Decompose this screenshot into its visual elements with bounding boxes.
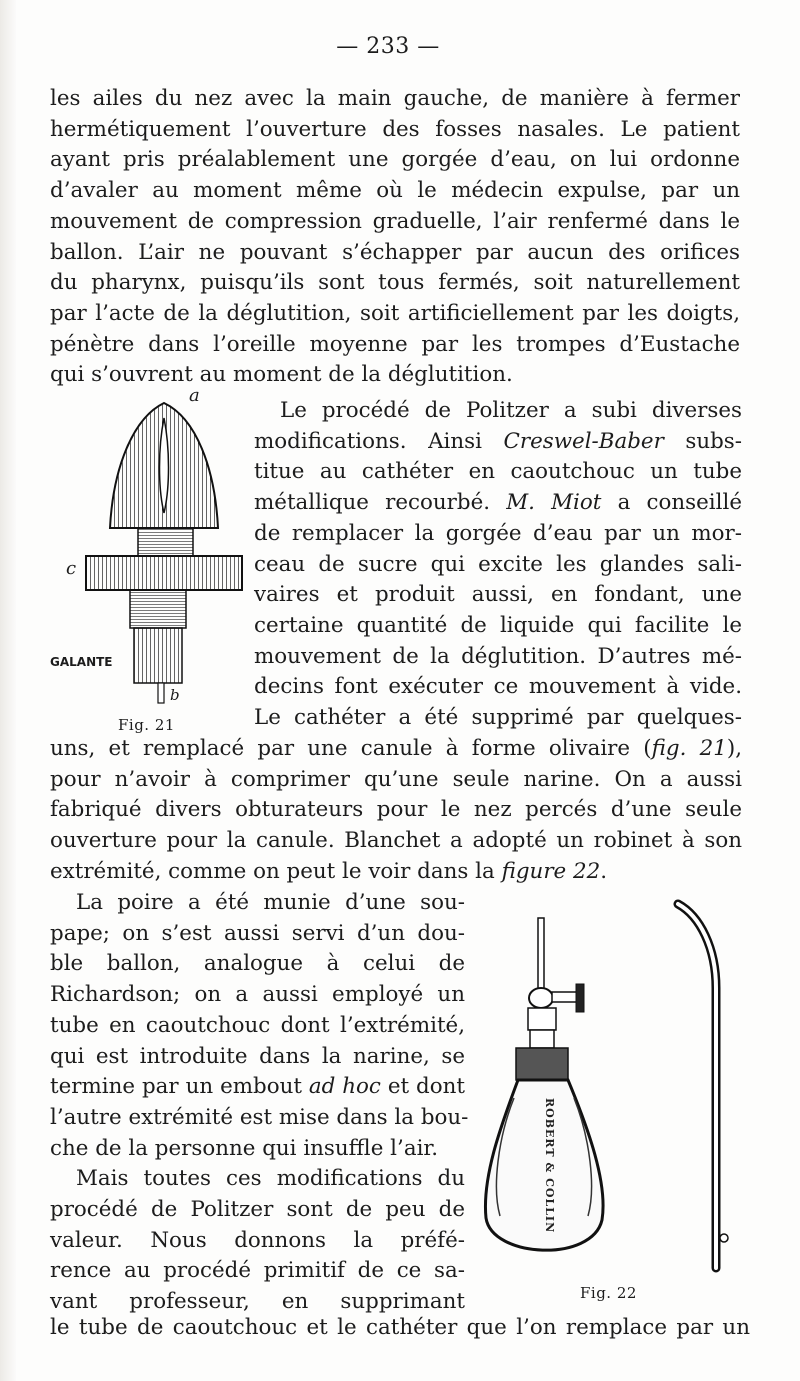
figure-22-balloon-and-catheter-illustration (470, 898, 750, 1278)
text-line: Le procédé de Politzer a subi diverses (280, 398, 742, 423)
text-fragment-italic: M. Miot (506, 490, 602, 516)
paragraph-right (254, 396, 742, 734)
text-line: valeur. Nous donnons la préfé- (50, 1227, 465, 1253)
text-line: ceau de sucre qui excite les glandes sali- (254, 551, 742, 577)
text-fragment: termine par un embout (50, 1074, 309, 1100)
text-fragment: subs- (663, 428, 742, 454)
text-fragment: extrémité, comme on peut le voir dans la (50, 858, 502, 884)
text-fragment: et dont (380, 1074, 465, 1100)
text-line: le tube de caoutchouc et le cathéter que l’on remplace par un (50, 1315, 750, 1340)
text-line: tube en caoutchouc dont l’extrémité, (50, 1012, 465, 1038)
text-line: mouvement de la déglutition. D’autres mé- (254, 643, 742, 669)
figure-22-caption: Fig. 22 (580, 1284, 637, 1302)
text-line: mouvement de compression graduelle, l’air renfermé dans le (50, 208, 740, 234)
text-line: rence au procédé primitif de ce sa- (50, 1258, 465, 1284)
scan-edge (0, 0, 16, 1381)
text-line: certaine quantité de liquide qui facilite le (254, 612, 742, 638)
text-line (50, 734, 742, 765)
text-line: vant professeur, en supprimant (50, 1289, 465, 1315)
text-line: procédé de Politzer sont de peu de (50, 1197, 465, 1223)
figure-21-label-c: c (66, 558, 77, 579)
text-line: ouverture pour la canule. Blanchet a adopté un robinet à son (50, 828, 742, 854)
text-line: vaires et produit aussi, en fondant, une (254, 582, 742, 608)
text-fragment: modifications. Ainsi (254, 428, 504, 454)
text-line: pénètre dans l’oreille moyenne par les trompes d’Eustache (50, 331, 740, 357)
paragraph-left (50, 888, 469, 1318)
text-line: ayant pris préalablement une gorgée d’eau, on lui ordonne (50, 147, 740, 173)
text-fragment: a conseillé (601, 490, 742, 516)
text-fragment-italic: fig. 21 (651, 736, 727, 761)
text-line: ballon. L’air ne pouvant s’échapper par aucun des orifices (50, 239, 740, 265)
text-fragment: métallique recourbé. (254, 490, 507, 516)
paragraph-top (50, 84, 740, 391)
text-line: pape; on s’est aussi servi d’un dou- (50, 920, 465, 946)
text-line: ble ballon, analogue à celui de (50, 951, 465, 977)
text-line (254, 427, 742, 458)
figure-22-bulb-stamp: ROBERT & COLLIN (543, 1098, 556, 1234)
text-line: La poire a été munie d’une sou- (76, 890, 465, 915)
text-line: Le cathéter a été supprimé par quelques- (254, 705, 742, 731)
figure-21-label-a: a (189, 385, 200, 406)
last-line (50, 1313, 750, 1344)
text-line: che de la personne qui insuffle l’air. (50, 1135, 439, 1161)
text-line: de remplacer la gorgée d’eau par un mor- (254, 520, 742, 546)
figure-21-maker-mark: GALANTE (50, 655, 113, 669)
text-line: titue au cathéter en caoutchouc un tube (254, 459, 742, 485)
text-line: pour n’avoir à comprimer qu’une seule narine. On a aussi (50, 766, 742, 792)
text-line: hermétiquement l’ouverture des fosses nasales. Le patient (50, 116, 740, 142)
figure-21-caption: Fig. 21 (118, 716, 175, 734)
text-line: d’avaler au moment même où le médecin expulse, par un (50, 178, 740, 204)
text-line: Mais toutes ces modifications du (76, 1166, 465, 1192)
text-line (50, 857, 742, 888)
text-fragment: ), (726, 736, 742, 761)
text-line: par l’acte de la déglutition, soit artificiellement par les doigts, (50, 300, 740, 326)
text-line: du pharynx, puisqu’ils sont tous fermés, soit naturellement (50, 270, 740, 296)
text-fragment: uns, et remplacé par une canule à forme olivaire ( (50, 736, 652, 761)
text-fragment-italic: figure 22 (501, 858, 601, 884)
text-fragment-italic: ad hoc (308, 1074, 381, 1100)
paragraph-full (50, 734, 742, 888)
page-number: — 233 — (336, 34, 440, 59)
text-line (50, 1072, 465, 1103)
text-line: l’autre extrémité est mise dans la bou- (50, 1104, 469, 1130)
text-line: Richardson; on a aussi employé un (50, 982, 465, 1008)
text-line: les ailes du nez avec la main gauche, de manière à fermer (50, 86, 740, 111)
figure-21-label-b: b (170, 686, 180, 704)
text-fragment-italic: Creswel-Baber (503, 428, 664, 454)
text-line: qui est introduite dans la narine, se (50, 1043, 465, 1069)
text-line: qui s’ouvrent au moment de la déglutition. (50, 362, 513, 388)
text-line: fabriqué divers obturateurs pour le nez percés d’une seule (50, 797, 742, 823)
text-fragment: . (600, 858, 608, 884)
text-line: decins font exécuter ce mouvement à vide. (254, 674, 742, 700)
text-line (254, 488, 742, 519)
